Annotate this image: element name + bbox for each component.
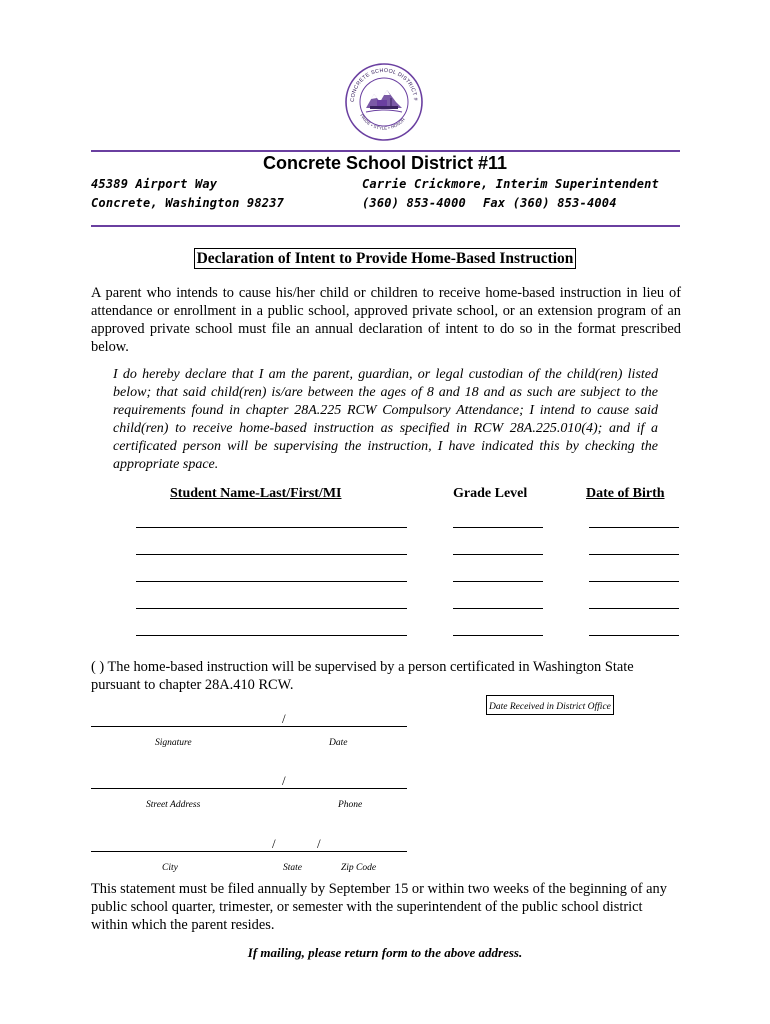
student-name-field-5[interactable] [136, 635, 407, 636]
address-line-1: 45389 Airport Way [91, 177, 218, 191]
form-title: Declaration of Intent to Provide Home-Based Instruction [194, 248, 577, 269]
filing-deadline-note: This statement must be filed annually by September 15 or within two weeks of the beginning of any public school quarter, trimester, or semester with the superintendent of the public school district within which the parent resides. [91, 881, 667, 933]
column-header-grade: Grade Level [453, 486, 528, 501]
street-phone-line[interactable] [91, 788, 407, 789]
date-of-birth-field-2[interactable] [589, 554, 679, 555]
header-top-rule [91, 150, 680, 152]
svg-text:PRIDE • STYLE • HONOR [359, 113, 406, 131]
date-of-birth-field-3[interactable] [589, 581, 679, 582]
zip-code-label: Zip Code [341, 863, 377, 873]
grade-level-field-4[interactable] [453, 608, 543, 609]
student-name-field-4[interactable] [136, 608, 407, 609]
form-title-wrap [0, 250, 770, 268]
certification-statement[interactable]: ( ) The home-based instruction will be supervised by a person certificated in Washington State pursuant to chapter 28A.410 RCW. [91, 659, 634, 693]
district-fax: Fax (360) 853-4004 [483, 196, 617, 210]
student-name-field-1[interactable] [136, 527, 407, 528]
signature-date-separator: / [282, 711, 286, 726]
student-name-field-2[interactable] [136, 554, 407, 555]
superintendent-name: Carrie Crickmore, Interim Superintendent [362, 177, 659, 191]
signature-date-line[interactable] [91, 726, 407, 727]
grade-level-field-3[interactable] [453, 581, 543, 582]
address-line-2: Concrete, Washington 98237 [91, 196, 285, 210]
city-state-separator: / [272, 836, 276, 851]
date-received-label: Date Received in District Office [489, 702, 611, 712]
district-logo [344, 62, 424, 142]
phone-label: Phone [338, 800, 363, 810]
date-label: Date [329, 738, 348, 748]
grade-level-field-5[interactable] [453, 635, 543, 636]
student-name-field-3[interactable] [136, 581, 407, 582]
logo-motto: PRIDE • STYLE • HONOR [359, 113, 407, 131]
intro-paragraph: A parent who intends to cause his/her child or children to receive home-based instruction in lieu of attendance or enrollment in a public school, approved private school, or an extension program of an approved private school must file an annual declaration of intent to do so in the format prescribed below. [91, 285, 681, 355]
grade-level-field-1[interactable] [453, 527, 543, 528]
mailing-instruction: If mailing, please return form to the above address. [247, 945, 523, 960]
date-of-birth-field-4[interactable] [589, 608, 679, 609]
date-of-birth-field-5[interactable] [589, 635, 679, 636]
state-zip-separator: / [317, 836, 321, 851]
date-received-box [486, 695, 614, 715]
declaration-statement: I do hereby declare that I am the parent, guardian, or legal custodian of the child(ren) listed below; that said child(ren) is/are between the ages of 8 and 18 and as such are subject to the requirements found in chapter 28A.225 RCW Compulsory Attendance; I intend to cause said child(ren) to receive home-based instruction as specified in RCW 28A.225.010(4); and if a certificated person will be supervising the instruction, I have indicated this by checking the appropriate space. [113, 367, 658, 472]
street-address-label: Street Address [146, 800, 201, 810]
column-header-dob: Date of Birth [586, 486, 665, 501]
district-phone: (360) 853-4000 [362, 196, 466, 210]
column-header-student: Student Name-Last/First/MI [170, 486, 342, 501]
state-label: State [283, 863, 302, 873]
header-bottom-rule [91, 225, 680, 227]
district-seal-icon [344, 62, 424, 142]
city-label: City [162, 863, 178, 873]
street-phone-separator: / [282, 773, 286, 788]
district-name: Concrete School District #11 [262, 153, 508, 173]
logo-ring-text: CONCRETE SCHOOL DISTRICT # [349, 67, 419, 103]
city-state-zip-line[interactable] [91, 851, 407, 852]
grade-level-field-2[interactable] [453, 554, 543, 555]
date-of-birth-field-1[interactable] [589, 527, 679, 528]
signature-label: Signature [155, 738, 192, 748]
